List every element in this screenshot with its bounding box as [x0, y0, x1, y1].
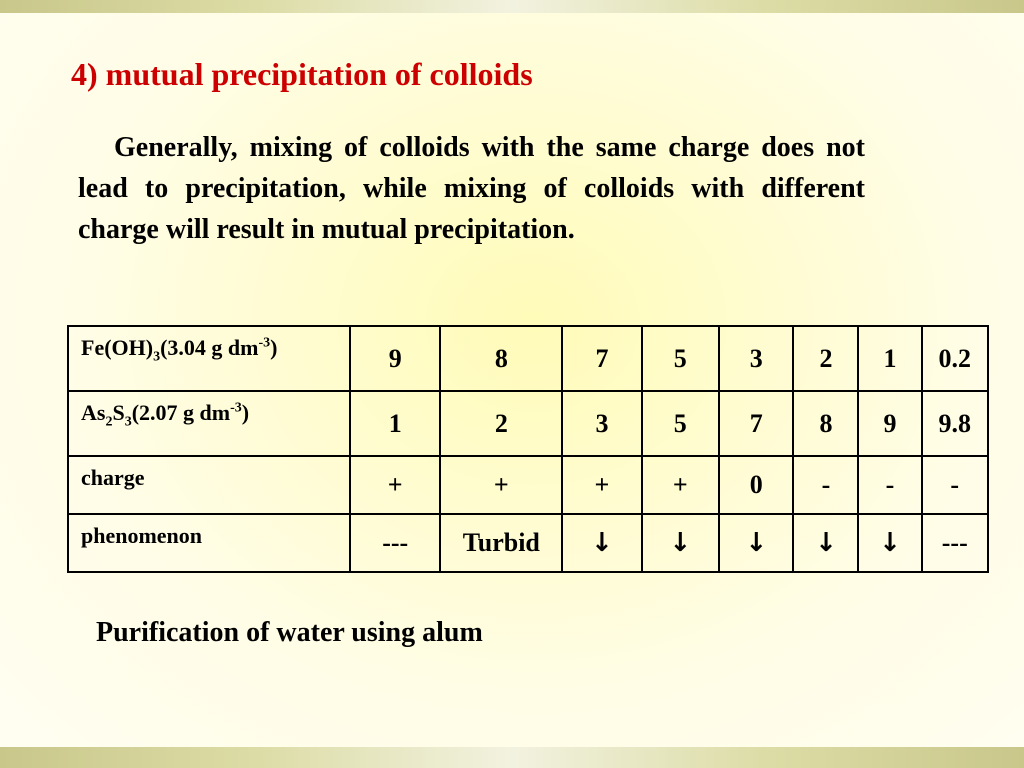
down-arrow-icon: ↓: [858, 514, 921, 572]
bottom-decorative-band: [0, 747, 1024, 768]
table-cell: +: [350, 456, 440, 514]
table-cell: 7: [562, 326, 641, 391]
table-cell: 8: [440, 326, 562, 391]
table-cell: 8: [793, 391, 858, 456]
footer-text: Purification of water using alum: [96, 617, 483, 648]
slide-title: 4) mutual precipitation of colloids: [71, 56, 533, 92]
table-row-feoh3: [68, 326, 988, 391]
table-cell: +: [440, 456, 562, 514]
row-label-feoh3: $Fe(OH)_3(3.04$ g $dm^{-3}$): [68, 326, 350, 391]
table-cell: 5: [642, 391, 719, 456]
table-row-charge: [68, 456, 988, 514]
table-cell: +: [642, 456, 719, 514]
table-cell: 5: [642, 326, 719, 391]
table-cell: -: [922, 456, 988, 514]
row-label-as2s3: $As_2S_3(2.07$ g $dm^{-3}$): [68, 391, 350, 456]
table-cell: ---: [922, 514, 988, 572]
table-cell: 3: [719, 326, 794, 391]
table-cell: -: [793, 456, 858, 514]
table-cell: 1: [858, 326, 921, 391]
down-arrow-icon: ↓: [793, 514, 858, 572]
table-cell: -: [858, 456, 921, 514]
table-cell: +: [562, 456, 641, 514]
table-cell: 9.8: [922, 391, 988, 456]
table-cell: 1: [350, 391, 440, 456]
table-cell: 3: [562, 391, 641, 456]
table-cell: 2: [440, 391, 562, 456]
row-label-phenomenon: phenomenon: [68, 514, 350, 572]
top-decorative-band: [0, 0, 1024, 13]
down-arrow-icon: ↓: [719, 514, 794, 572]
table-row-phenomenon: [68, 514, 988, 572]
table-cell: 9: [350, 326, 440, 391]
table-cell: 0.2: [922, 326, 988, 391]
down-arrow-icon: ↓: [642, 514, 719, 572]
table-cell: 2: [793, 326, 858, 391]
down-arrow-icon: ↓: [562, 514, 641, 572]
table-row-as2s3: [68, 391, 988, 456]
colloid-mixing-table: [67, 325, 989, 573]
table-cell: 7: [719, 391, 794, 456]
row-label-charge: charge: [68, 456, 350, 514]
table-cell: 9: [858, 391, 921, 456]
table-cell: 0: [719, 456, 794, 514]
body-paragraph: Generally, mixing of colloids with the same charge does not lead to precipitation, while mixing of colloids with different charge will result in mutual precipitation.: [78, 132, 865, 245]
table-cell: ---: [350, 514, 440, 572]
table-cell: Turbid: [440, 514, 562, 572]
